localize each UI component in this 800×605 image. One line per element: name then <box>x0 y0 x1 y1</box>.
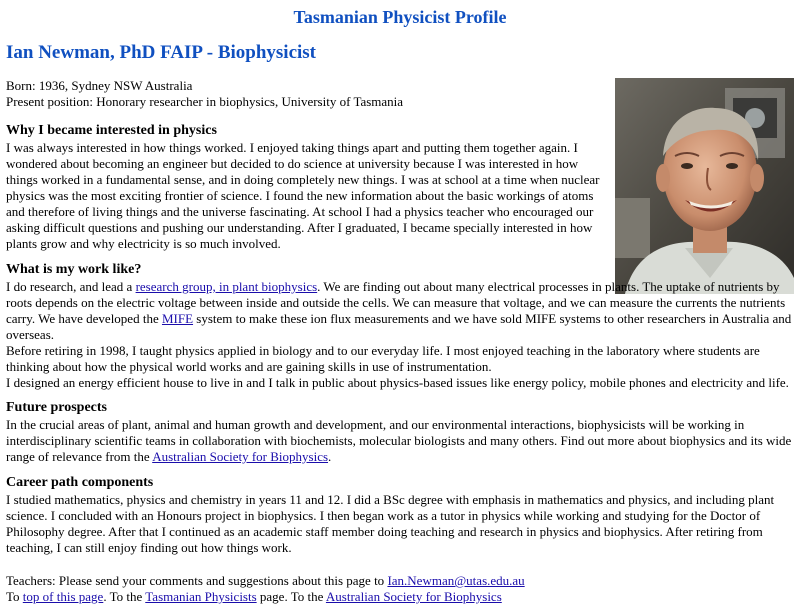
text-fragment: page. To the <box>256 589 326 604</box>
section-text: I studied mathematics, physics and chemistry in years 11 and 12. I did a BSc degree with emphasis in mathematics and physics, and including plant science. I concluded with an Honours project in biophysics. I then began work as a tutor in physics while working and studying for the Doctor of Philosophy degree. After that I continued as an academic staff member doing teaching and research in physics and biophysics. After retiring from teaching, I can still enjoy finding out how things work. <box>6 492 775 555</box>
top-of-page-link[interactable]: top of this page <box>22 589 104 604</box>
email-link[interactable]: Ian.Newman@utas.edu.au <box>387 573 525 588</box>
section-career <box>6 474 795 556</box>
text-fragment: To <box>6 589 23 604</box>
text-fragment: . To the <box>103 589 146 604</box>
text-fragment: . <box>328 449 332 464</box>
section-future <box>6 399 795 465</box>
footer-nav <box>6 589 796 605</box>
text-fragment: I do research, and lead a <box>6 279 136 294</box>
mife-link[interactable]: MIFE <box>161 311 194 326</box>
section-text <box>6 417 795 465</box>
text-fragment: In the crucial areas of plant, animal and human growth and development, and our environmental interactions, biophysicists will be working in interdisciplinary scientific teams in collaboration with biochemists, molecular biologists and many others. Find out more about biophysics and its wide range of relevance from the <box>6 417 792 464</box>
section-text: I was always interested in how things worked. I enjoyed taking things apart and putting them together again. I wondered about becoming an engineer but decided to do science at university because I was interested in how things worked in a fundamental sense, and in doing completely new things. I was at school at a time when nuclear physics was the most exciting frontier of science. I found the new information about the basic workings of atoms and therefore of living things and the universe fascinating. At school I had a physics teacher who encouraged our asking difficult questions and pushing our understanding. After I graduated, I became specially interested in how plants grow and why electricity is so much involved. <box>6 140 600 251</box>
text-fragment: system to make these ion flux measurements and we have sold MIFE systems to other researchers in Australia and overseas. <box>6 311 792 342</box>
asb-link[interactable]: Australian Society for Biophysics <box>152 449 329 464</box>
tasmanian-physicists-link[interactable]: Tasmanian Physicists <box>145 589 257 604</box>
section-heading: Future prospects <box>6 400 107 415</box>
section-text <box>6 279 795 343</box>
section-heading: What is my work like? <box>6 262 142 277</box>
research-group-link[interactable]: research group, in plant biophysics <box>135 279 318 294</box>
section-heading: Why I became interested in physics <box>6 123 217 138</box>
section-text: Before retiring in 1998, I taught physics applied in biology and to our everyday life. I most enjoyed teaching in the laboratory where students are thinking about how the physical world works and are gaining skills in use of instrumentation. <box>6 343 760 374</box>
text-fragment: . We are finding out about many electrical processes in plants. The uptake of nutrients by roots depends on the electric voltage between inside and outside the cells. We can measure that voltage, and we can measure the currents the nutrients carry. We have developed the <box>6 279 786 326</box>
position-line: Present position: Honorary researcher in biophysics, University of Tasmania <box>6 94 404 109</box>
section-work <box>6 261 795 391</box>
asb-footer-link[interactable]: Australian Society for Biophysics <box>325 589 502 604</box>
section-text: I designed an energy efficient house to live in and I talk in public about physics-based issues like energy policy, mobile phones and electricity and life. <box>6 375 789 390</box>
page-title: Tasmanian Physicist Profile <box>293 7 507 27</box>
footer <box>6 573 796 605</box>
text-fragment: Teachers: Please send your comments and suggestions about this page to <box>6 573 388 588</box>
footer-contact <box>6 573 796 589</box>
person-title: Ian Newman, PhD FAIP - Biophysicist <box>6 42 317 63</box>
section-heading: Career path components <box>6 475 154 490</box>
bio-info <box>6 78 403 110</box>
section-why-physics <box>6 122 610 252</box>
born-line: Born: 1936, Sydney NSW Australia <box>6 78 193 93</box>
